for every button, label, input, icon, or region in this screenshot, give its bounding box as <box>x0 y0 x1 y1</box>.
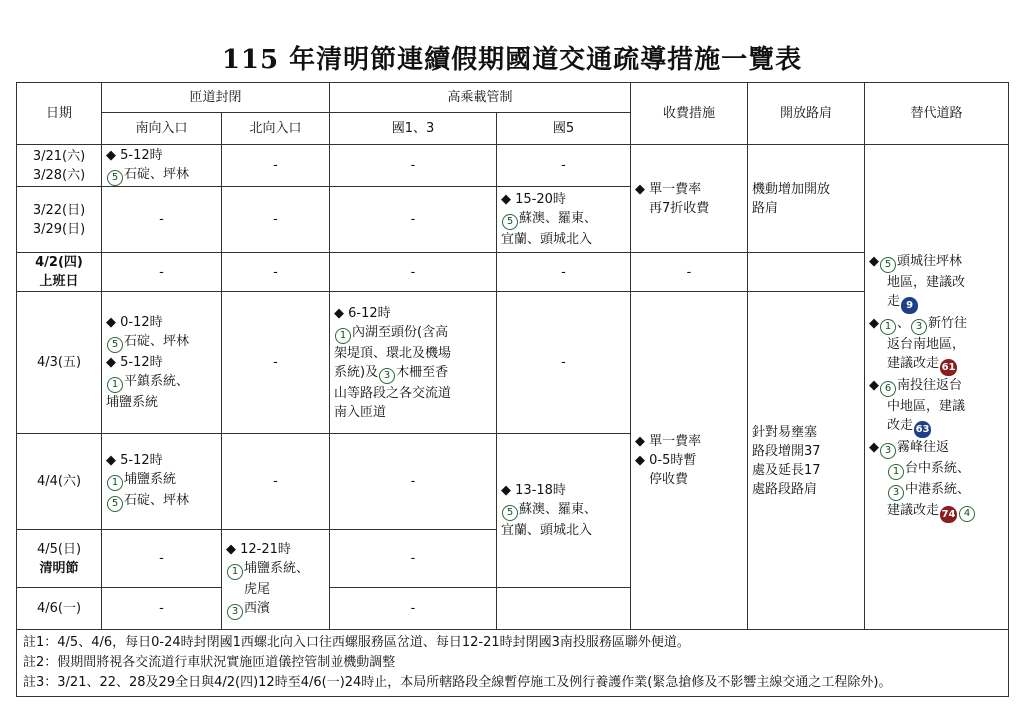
expressway-61-icon: 61 <box>940 359 957 376</box>
date-cell: 3/21(六) 3/28(六) <box>17 145 102 187</box>
date-cell: 4/2(四) 上班日 <box>17 253 102 292</box>
freeway-5-icon: 5 <box>107 337 123 353</box>
hov-5-cell <box>497 588 631 630</box>
shoulder-cell: 機動增加開放 路肩 <box>748 145 865 253</box>
header-northbound: 北向入口 <box>222 113 330 145</box>
freeway-4-icon: 4 <box>959 506 975 522</box>
hov-1-3-cell: - <box>330 253 497 292</box>
header-freeway-5: 國5 <box>497 113 631 145</box>
page-title: 115 年清明節連續假期國道交通疏導措施一覽表 <box>221 45 803 75</box>
notes-section <box>17 630 1009 697</box>
hov-1-3-cell: - <box>330 434 497 530</box>
north-entry-cell: - <box>222 434 330 530</box>
south-entry-cell: ◆ 0-12時 5 石碇、坪林 ◆ 5-12時 1 平鎮系統、 埔鹽系統 <box>102 292 222 434</box>
header-shoulder: 開放路肩 <box>748 83 865 145</box>
freeway-5-icon: 5 <box>107 170 123 186</box>
shoulder-cell <box>748 253 865 292</box>
freeway-1-icon: 1 <box>335 328 351 344</box>
header-southbound: 南向入口 <box>102 113 222 145</box>
south-entry-cell: - <box>102 530 222 588</box>
note-2: 註2：假期間將視各交流道行車狀況實施匝道儀控管制並機動調整 <box>23 655 396 670</box>
north-entry-cell: - <box>222 145 330 187</box>
alternative-route-cell: ◆ 5 頭城往坪林 地區，建議改 走 9 ◆ 1 、 3 新竹往 返台南地區， 建議改走 61 ◆ 6 南投往返台 中地區，建議 改走 63 ◆ 3 霧峰往返 1 台中系統、 3 中港系統、 建議改走 74 4 <box>865 145 1009 630</box>
hov-5-cell: - <box>497 253 631 292</box>
hov-5-cell: ◆ 13-18時 5 蘇澳、羅東、 宜蘭、頭城北入 <box>497 434 631 588</box>
toll-cell: ◆ 單一費率 ◆ 0-5時暫 停收費 <box>631 292 748 630</box>
south-entry-cell: ◆ 5-12時 5 石碇、坪林 <box>102 145 222 187</box>
freeway-3-icon: 3 <box>379 368 395 384</box>
toll-cell: - <box>631 253 748 292</box>
date-cell: 3/22(日) 3/29(日) <box>17 187 102 253</box>
freeway-3-icon: 3 <box>888 485 904 501</box>
date-cell: 4/3(五) <box>17 292 102 434</box>
expressway-74-icon: 74 <box>940 506 957 523</box>
hov-1-3-cell: - <box>330 588 497 630</box>
freeway-3-icon: 3 <box>911 319 927 335</box>
traffic-measures-table <box>16 82 1009 697</box>
hov-1-3-cell: - <box>330 145 497 187</box>
freeway-5-icon: 5 <box>880 257 896 273</box>
header-freeway-1-3: 國1、3 <box>330 113 497 145</box>
hov-1-3-cell: ◆ 6-12時 1 內湖至頭份(含高 架堤頂、環北及機場 系統)及 3 木柵至香 山等路段之各交流道 南入匝道 <box>330 292 497 434</box>
shoulder-cell: 針對易壅塞 路段增開37 處及延長17 處路段路肩 <box>748 292 865 630</box>
freeway-5-icon: 5 <box>502 505 518 521</box>
freeway-5-icon: 5 <box>502 214 518 230</box>
hov-1-3-cell: - <box>330 530 497 588</box>
date-cell: 4/5(日) 清明節 <box>17 530 102 588</box>
south-entry-cell: - <box>102 588 222 630</box>
provincial-9-icon: 9 <box>901 297 918 314</box>
freeway-3-icon: 3 <box>880 443 896 459</box>
note-1: 註1：4/5、4/6，每日0-24時封閉國1西螺北向入口往西螺服務區岔道、每日12-21時封閉國3南投服務區聯外便道。 <box>23 635 690 650</box>
south-entry-cell: ◆ 5-12時 1 埔鹽系統 5 石碇、坪林 <box>102 434 222 530</box>
header-hov-control: 高乘載管制 <box>330 83 631 113</box>
south-entry-cell: - <box>102 253 222 292</box>
north-entry-cell: - <box>222 253 330 292</box>
freeway-1-icon: 1 <box>107 475 123 491</box>
freeway-1-icon: 1 <box>227 564 243 580</box>
header-toll: 收費措施 <box>631 83 748 145</box>
hov-5-cell: - <box>497 145 631 187</box>
south-entry-cell: - <box>102 187 222 253</box>
freeway-1-icon: 1 <box>107 377 123 393</box>
hov-5-cell: - <box>497 292 631 434</box>
hov-1-3-cell: - <box>330 187 497 253</box>
header-date: 日期 <box>17 83 102 145</box>
toll-cell: ◆ 單一費率 再7折收費 <box>631 145 748 253</box>
freeway-1-icon: 1 <box>880 319 896 335</box>
north-entry-cell: - <box>222 187 330 253</box>
freeway-6-icon: 6 <box>880 381 896 397</box>
header-alternative-route: 替代道路 <box>865 83 1009 145</box>
header-ramp-closure: 匝道封閉 <box>102 83 330 113</box>
freeway-5-icon: 5 <box>107 496 123 512</box>
note-3: 註3：3/21、22、28及29全日與4/2(四)12時至4/6(一)24時止，本局所轄路段全線暫停施工及例行養護作業(緊急搶修及不影響主線交通之工程除外)。 <box>23 675 892 690</box>
freeway-3-icon: 3 <box>227 604 243 620</box>
date-cell: 4/6(一) <box>17 588 102 630</box>
freeway-1-icon: 1 <box>888 464 904 480</box>
hov-5-cell: ◆ 15-20時 5 蘇澳、羅東、 宜蘭、頭城北入 <box>497 187 631 253</box>
expressway-63-icon: 63 <box>914 421 931 438</box>
north-entry-cell: - <box>222 292 330 434</box>
north-entry-cell: ◆ 12-21時 1 埔鹽系統、 虎尾 3 西濱 <box>222 530 330 630</box>
date-cell: 4/4(六) <box>17 434 102 530</box>
